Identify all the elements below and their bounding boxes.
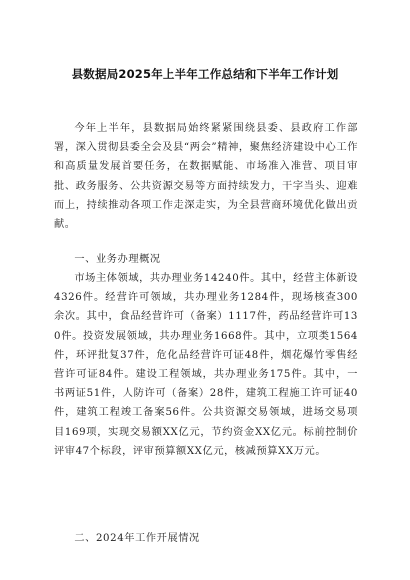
section-1-heading: 一、业务办理概况 (74, 254, 161, 265)
intro-paragraph: 今年上半年，县数据局始终紧紧围绕县委、县政府工作部署，深入贯彻县委全会及县“两会”精神，聚焦经济建设中心工作和高质量发展首要任务，在数据赋能、市场准入准营、项目审批、政务服务、公共资源交易等方面持续发力，干字当头、迎难而上，持续推动各项工作走深走实，为全县营商环境优化做出贡献。 (54, 123, 358, 231)
section-1-paragraph: 市场主体领域，共办理业务14240件。其中，经营主体新设4326件。经营许可领域，共办理业务1284件，现场核查300余次。其中，食品经营许可（备案）1117件，药品经营许可130件。投资发展领域，共办理业务1668件。其中，立项类1564件，环评批复37件，危化品经营许可证48件，烟花爆竹零售经营许可证84件。建设工程领域，共办理业务175件。其中，一书两证51件，人防许可（备案）28件，建筑工程施工许可证40件，建筑工程竣工备案56件。公共资源交易领域，进场交易项目169项，实现交易额XX亿元，节约资金XX亿元。标前控制价评审47个标段，评审预算额XX亿元，核减预算XX万元。 (54, 273, 358, 457)
section-2-heading: 二、2024年工作开展情况 (74, 533, 200, 544)
document-title: 县数据局2025年上半年工作总结和下半年工作计划 (71, 67, 339, 81)
